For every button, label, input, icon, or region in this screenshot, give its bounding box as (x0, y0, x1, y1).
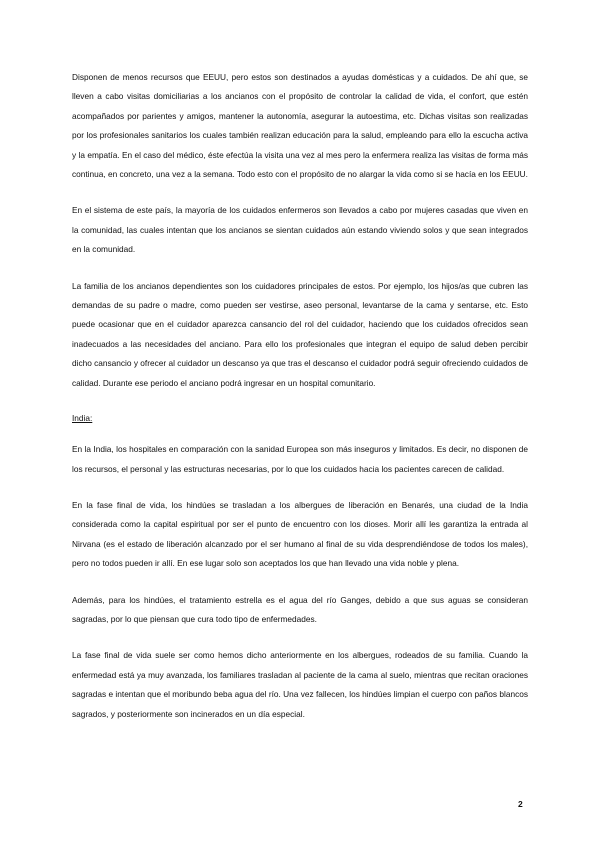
page-number: 2 (518, 799, 523, 809)
paragraph-eeuu-comparison: Disponen de menos recursos que EEUU, pero estos son destinados a ayudas domésticas y a cuidados. De ahí que, se lleven a cabo visitas domiciliarias a los ancianos con el propósito de controlar la calidad de vida, el confort, que estén acompañados por parientes y amigos, mantener la autonomía, asegurar la autoestima, etc. Dichas visitas son realizadas por los profesionales sanitarios los cuales también realizan educación para la salud, empleando para ello la escucha activa y la empatía. En el caso del médico, éste efectúa la visita una vez al mes pero la enfermera realiza las visitas de forma más continua, en concreto, una vez a la semana. Todo esto con el propósito de no alargar la vida como si se hacía en los EEUU. (72, 72, 528, 180)
paragraph-india-hospitals: En la India, los hospitales en comparación con la sanidad Europea son más inseguros y limitados. Es decir, no disponen de los recursos, el personal y las estructuras necesarias, por lo que los cuidados hacia los pacientes carecen de calidad. (72, 444, 528, 474)
paragraph-family-caregivers: La familia de los ancianos dependientes son los cuidadores principales de estos. Por ejemplo, los hijos/as que cubren las demandas de su padre o madre, como pueden ser vestirse, aseo personal, levantarse de la cama y sentarse, etc. Esto puede ocasionar que en el cuidador aparezca cansancio del rol del cuidador, haciendo que los cuidados ofrecidos sean inadecuados a las necesidades del anciano. Para ello los profesionales que integran el equipo de salud deben percibir dicho cansancio y ofrecer al cuidador un descanso ya que tras el descanso el cuidador podrá seguir ofreciendo cuidados de calidad. Durante ese periodo el anciano podrá ingresar en un hospital comunitario. (72, 280, 528, 388)
paragraph-final-phase: La fase final de vida suele ser como hemos dicho anteriormente en los albergues, rodeados de su familia. Cuando la enfermedad está ya muy avanzada, los familiares trasladan al paciente de la cama al suelo, mientras que recitan oraciones sagradas e intentan que el moribundo beba agua del río. Una vez fallecen, los hindúes limpian el cuerpo con paños blancos sagrados, y posteriormente son incinerados en un día especial. (72, 650, 528, 719)
paragraph-ganges-water: Además, para los hindúes, el tratamiento estrella es el agua del río Ganges, debido a que sus aguas se consideran sagradas, por lo que piensan que cura todo tipo de enfermedades. (72, 594, 528, 624)
paragraph-benares-liberation: En la fase final de vida, los hindúes se trasladan a los albergues de liberación en Benarés, una ciudad de la India considerada como la capital espiritual por ser el punto de encuentro con los dioses. Morir allí les garantiza la entrada al Nirvana (es el estado de liberación alcanzado por el ser humano al final de su vida desprendiéndose de todos los males), pero no todos pueden ir allí. En ese lugar solo son aceptados los que han llevado una vida noble y plena. (72, 499, 528, 569)
section-heading-india: India: (72, 413, 93, 424)
document-page (72, 68, 528, 741)
paragraph-nursing-care-women: En el sistema de este país, la mayoría de los cuidados enfermeros son llevados a cabo por mujeres casadas que viven en la comunidad, las cuales intentan que los ancianos se sientan cuidados aún estando viviendo solos y que sean integrados en la comunidad. (72, 205, 528, 255)
